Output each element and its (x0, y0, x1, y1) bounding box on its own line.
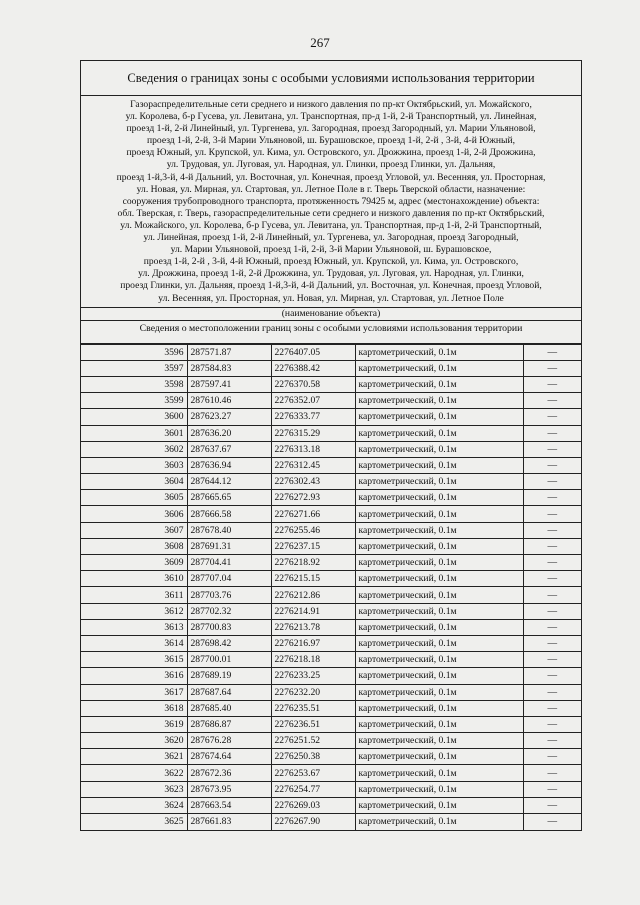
description-line: обл. Тверская, г. Тверь, газораспределительные сети среднего и низкого давления по пр-кт Октябрьский, (117, 207, 545, 219)
table-row (81, 587, 581, 603)
table-row (81, 344, 581, 360)
coordinate-x: 287700.01 (187, 652, 271, 668)
object-description (81, 96, 581, 308)
accuracy-dash: — (523, 619, 581, 635)
object-name-caption: (наименование объекта) (81, 308, 581, 321)
determination-method: картометрический, 0.1м (355, 409, 523, 425)
coordinate-x: 287704.41 (187, 555, 271, 571)
point-number: 3610 (81, 571, 187, 587)
coordinate-x: 287686.87 (187, 716, 271, 732)
determination-method: картометрический, 0.1м (355, 765, 523, 781)
coordinate-y: 2276214.91 (271, 603, 355, 619)
coordinate-x: 287610.46 (187, 393, 271, 409)
description-line: проезд Южный, ул. Крупской, ул. Кима, ул. Островского, ул. Дрожжина, проезд 1-й, 2-й Дрожжина, (126, 147, 536, 159)
coordinate-y: 2276255.46 (271, 522, 355, 538)
coordinate-y: 2276215.15 (271, 571, 355, 587)
coordinate-y: 2276352.07 (271, 393, 355, 409)
table-row (81, 538, 581, 554)
point-number: 3621 (81, 749, 187, 765)
coordinate-x: 287665.65 (187, 490, 271, 506)
coordinate-y: 2276272.93 (271, 490, 355, 506)
coordinate-x: 287700.83 (187, 619, 271, 635)
point-number: 3601 (81, 425, 187, 441)
coordinate-x: 287687.64 (187, 684, 271, 700)
table-row (81, 393, 581, 409)
coordinate-y: 2276254.77 (271, 781, 355, 797)
point-number: 3597 (81, 360, 187, 376)
point-number: 3613 (81, 619, 187, 635)
accuracy-dash: — (523, 538, 581, 554)
coordinates-table (81, 344, 581, 830)
coordinate-x: 287636.94 (187, 457, 271, 473)
accuracy-dash: — (523, 360, 581, 376)
determination-method: картометрический, 0.1м (355, 749, 523, 765)
table-row (81, 765, 581, 781)
coordinate-x: 287644.12 (187, 474, 271, 490)
coordinate-x: 287703.76 (187, 587, 271, 603)
table-row (81, 571, 581, 587)
accuracy-dash: — (523, 555, 581, 571)
page-number: 267 (310, 35, 330, 50)
accuracy-dash: — (523, 344, 581, 360)
point-number: 3598 (81, 376, 187, 392)
determination-method: картометрический, 0.1м (355, 490, 523, 506)
point-number: 3603 (81, 457, 187, 473)
table-row (81, 716, 581, 732)
accuracy-dash: — (523, 393, 581, 409)
table-row (81, 409, 581, 425)
determination-method: картометрический, 0.1м (355, 587, 523, 603)
point-number: 3624 (81, 797, 187, 813)
determination-method: картометрический, 0.1м (355, 393, 523, 409)
coordinate-x: 287571.87 (187, 344, 271, 360)
coordinate-x: 287663.54 (187, 797, 271, 813)
coordinate-x: 287672.36 (187, 765, 271, 781)
description-line: ул. Новая, ул. Мирная, ул. Стартовая, ул. Летное Поле в г. Тверь Тверской области, назначение: (136, 183, 526, 195)
coordinate-y: 2276218.18 (271, 652, 355, 668)
accuracy-dash: — (523, 733, 581, 749)
description-line: ул. Марии Ульяновой, проезд 1-й, 2-й, 3-й Марии Ульяновой, ш. Бурашовское, (170, 244, 492, 256)
point-number: 3605 (81, 490, 187, 506)
coordinate-y: 2276271.66 (271, 506, 355, 522)
coordinate-x: 287673.95 (187, 781, 271, 797)
description-line: проезд 1-й,3-й, 4-й Дальний, ул. Восточная, ул. Конечная, проезд Угловой, ул. Весенняя, ул. Просторная, (116, 171, 546, 183)
point-number: 3616 (81, 668, 187, 684)
coordinate-y: 2276313.18 (271, 441, 355, 457)
determination-method: картометрический, 0.1м (355, 781, 523, 797)
coordinate-y: 2276218.92 (271, 555, 355, 571)
determination-method: картометрический, 0.1м (355, 441, 523, 457)
point-number: 3618 (81, 700, 187, 716)
determination-method: картометрический, 0.1м (355, 522, 523, 538)
table-row (81, 441, 581, 457)
coordinate-x: 287623.27 (187, 409, 271, 425)
point-number: 3620 (81, 733, 187, 749)
description-line: ул. Дрожжина, проезд 1-й, 2-й Дрожжина, ул. Трудовая, ул. Луговая, ул. Народная, ул. Глинки, (138, 268, 524, 280)
determination-method: картометрический, 0.1м (355, 619, 523, 635)
coordinate-y: 2276235.51 (271, 700, 355, 716)
description-line: ул. Можайского, ул. Королева, б-р Гусева, ул. Левитана, ул. Транспортная, пр-д 1-й, 2-й Транспортный, (120, 219, 542, 231)
point-number: 3619 (81, 716, 187, 732)
point-number: 3609 (81, 555, 187, 571)
table-row (81, 814, 581, 830)
determination-method: картометрический, 0.1м (355, 360, 523, 376)
accuracy-dash: — (523, 506, 581, 522)
determination-method: картометрический, 0.1м (355, 797, 523, 813)
coordinate-y: 2276237.15 (271, 538, 355, 554)
point-number: 3602 (81, 441, 187, 457)
determination-method: картометрический, 0.1м (355, 635, 523, 651)
coordinates-table-body (81, 344, 581, 830)
accuracy-dash: — (523, 409, 581, 425)
description-line: проезд 1-й, 2-й , 3-й, 4-й Южный, проезд Южный, ул. Крупской, ул. Кима, ул. Островского, (143, 256, 519, 268)
determination-method: картометрический, 0.1м (355, 555, 523, 571)
coordinate-x: 287691.31 (187, 538, 271, 554)
coordinate-x: 287678.40 (187, 522, 271, 538)
determination-method: картометрический, 0.1м (355, 457, 523, 473)
table-row (81, 490, 581, 506)
accuracy-dash: — (523, 652, 581, 668)
description-line: ул. Линейная, проезд 1-й, 2-й Линейный, ул. Тургенева, ул. Загородная, проезд Загородный, (143, 232, 519, 244)
accuracy-dash: — (523, 474, 581, 490)
table-row (81, 522, 581, 538)
table-row (81, 474, 581, 490)
accuracy-dash: — (523, 425, 581, 441)
table-row (81, 555, 581, 571)
coordinate-y: 2276312.45 (271, 457, 355, 473)
accuracy-dash: — (523, 684, 581, 700)
table-row (81, 376, 581, 392)
coordinate-x: 287636.20 (187, 425, 271, 441)
accuracy-dash: — (523, 749, 581, 765)
description-line: сооружения трубопроводного транспорта, протяженность 79425 м, адрес (местонахождение) объекта: (122, 195, 540, 207)
point-number: 3604 (81, 474, 187, 490)
coordinate-y: 2276253.67 (271, 765, 355, 781)
determination-method: картометрический, 0.1м (355, 814, 523, 830)
point-number: 3622 (81, 765, 187, 781)
table-row (81, 603, 581, 619)
accuracy-dash: — (523, 457, 581, 473)
coordinate-x: 287584.83 (187, 360, 271, 376)
coordinate-y: 2276388.42 (271, 360, 355, 376)
coordinate-y: 2276267.90 (271, 814, 355, 830)
coordinate-x: 287661.83 (187, 814, 271, 830)
coordinate-y: 2276236.51 (271, 716, 355, 732)
table-row (81, 619, 581, 635)
form-title: Сведения о границах зоны с особыми условиями использования территории (81, 61, 581, 96)
coordinate-x: 287698.42 (187, 635, 271, 651)
coordinate-y: 2276233.25 (271, 668, 355, 684)
coordinate-y: 2276407.05 (271, 344, 355, 360)
point-number: 3615 (81, 652, 187, 668)
accuracy-dash: — (523, 441, 581, 457)
coordinate-x: 287702.32 (187, 603, 271, 619)
coordinate-x: 287685.40 (187, 700, 271, 716)
determination-method: картометрический, 0.1м (355, 474, 523, 490)
description-line: ул. Трудовая, ул. Луговая, ул. Народная, ул. Глинки, проезд Глинки, ул. Дальняя, (166, 159, 496, 171)
point-number: 3623 (81, 781, 187, 797)
coordinate-x: 287597.41 (187, 376, 271, 392)
accuracy-dash: — (523, 797, 581, 813)
determination-method: картометрический, 0.1м (355, 571, 523, 587)
point-number: 3614 (81, 635, 187, 651)
accuracy-dash: — (523, 490, 581, 506)
table-row (81, 700, 581, 716)
point-number: 3607 (81, 522, 187, 538)
table-row (81, 457, 581, 473)
point-number: 3600 (81, 409, 187, 425)
description-line: ул. Весенняя, ул. Просторная, ул. Новая, ул. Мирная, ул. Стартовая, ул. Летное Поле (158, 292, 504, 304)
determination-method: картометрический, 0.1м (355, 425, 523, 441)
table-row (81, 360, 581, 376)
determination-method: картометрический, 0.1м (355, 668, 523, 684)
table-row (81, 733, 581, 749)
coordinate-y: 2276269.03 (271, 797, 355, 813)
point-number: 3625 (81, 814, 187, 830)
point-number: 3599 (81, 393, 187, 409)
description-line: Газораспределительные сети среднего и низкого давления по пр-кт Октябрьский, ул. Можайского, (130, 99, 532, 110)
point-number: 3608 (81, 538, 187, 554)
determination-method: картометрический, 0.1м (355, 652, 523, 668)
determination-method: картометрический, 0.1м (355, 603, 523, 619)
determination-method: картометрический, 0.1м (355, 684, 523, 700)
determination-method: картометрический, 0.1м (355, 700, 523, 716)
coordinate-x: 287637.67 (187, 441, 271, 457)
accuracy-dash: — (523, 571, 581, 587)
description-line: проезд Глинки, ул. Дальняя, проезд 1-й,3-й, 4-й Дальний, ул. Восточная, ул. Конечная, проезд Угловой, (120, 280, 542, 292)
table-row (81, 668, 581, 684)
accuracy-dash: — (523, 587, 581, 603)
coordinate-y: 2276370.58 (271, 376, 355, 392)
coordinate-y: 2276315.29 (271, 425, 355, 441)
table-row (81, 749, 581, 765)
point-number: 3612 (81, 603, 187, 619)
coordinate-y: 2276333.77 (271, 409, 355, 425)
point-number: 3611 (81, 587, 187, 603)
accuracy-dash: — (523, 376, 581, 392)
table-row (81, 425, 581, 441)
point-number: 3617 (81, 684, 187, 700)
coordinate-x: 287676.28 (187, 733, 271, 749)
table-row (81, 506, 581, 522)
zone-boundary-form (80, 60, 582, 831)
description-line: проезд 1-й, 2-й Линейный, ул. Тургенева, ул. Загородная, проезд Загородный, ул. Марии Ульяновой, (126, 123, 536, 135)
accuracy-dash: — (523, 603, 581, 619)
section-title: Сведения о местоположении границ зоны с особыми условиями использования территории (81, 321, 581, 344)
coordinate-y: 2276232.20 (271, 684, 355, 700)
table-row (81, 652, 581, 668)
determination-method: картометрический, 0.1м (355, 538, 523, 554)
accuracy-dash: — (523, 700, 581, 716)
determination-method: картометрический, 0.1м (355, 344, 523, 360)
accuracy-dash: — (523, 522, 581, 538)
table-row (81, 781, 581, 797)
table-row (81, 635, 581, 651)
coordinate-y: 2276216.97 (271, 635, 355, 651)
accuracy-dash: — (523, 765, 581, 781)
accuracy-dash: — (523, 668, 581, 684)
coordinate-y: 2276251.52 (271, 733, 355, 749)
coordinate-y: 2276302.43 (271, 474, 355, 490)
point-number: 3606 (81, 506, 187, 522)
accuracy-dash: — (523, 814, 581, 830)
coordinate-y: 2276213.78 (271, 619, 355, 635)
table-row (81, 684, 581, 700)
coordinate-y: 2276212.86 (271, 587, 355, 603)
accuracy-dash: — (523, 716, 581, 732)
accuracy-dash: — (523, 781, 581, 797)
determination-method: картометрический, 0.1м (355, 733, 523, 749)
coordinate-y: 2276250.38 (271, 749, 355, 765)
description-line: проезд 1-й, 2-й, 3-й Марии Ульяновой, ш. Бурашовское, проезд 1-й, 2-й , 3-й, 4-й Южный, (146, 135, 516, 147)
coordinate-x: 287689.19 (187, 668, 271, 684)
table-row (81, 797, 581, 813)
coordinate-x: 287707.04 (187, 571, 271, 587)
determination-method: картометрический, 0.1м (355, 506, 523, 522)
accuracy-dash: — (523, 635, 581, 651)
determination-method: картометрический, 0.1м (355, 716, 523, 732)
description-line: ул. Королева, б-р Гусева, ул. Левитана, ул. Транспортная, пр-д 1-й, 2-й Транспортный, ул. Линейная, (125, 111, 537, 123)
point-number: 3596 (81, 344, 187, 360)
determination-method: картометрический, 0.1м (355, 376, 523, 392)
coordinate-x: 287674.64 (187, 749, 271, 765)
coordinate-x: 287666.58 (187, 506, 271, 522)
